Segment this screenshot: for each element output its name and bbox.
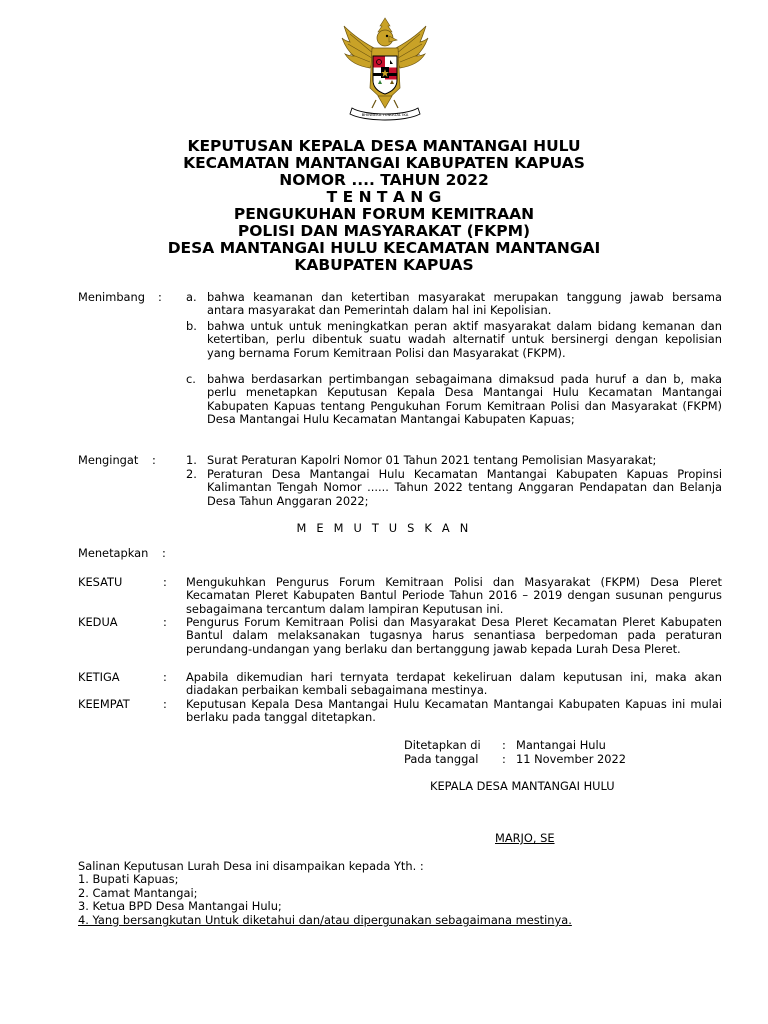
decision-text: Mengukuhkan Pengurus Forum Kemitraan Polisi dan Masyarakat (FKPM) Desa Pleret Kecamatan Pleret Kabupaten Bantul Periode Tahun 2016 – 2019 dengan susunan pengurus sebagaimana tercantum dalam lampiran Keputusan ini. xyxy=(186,575,722,616)
menimbang-item-a: bahwa keamanan dan ketertiban masyarakat merupakan tanggung jawab bersama antara masyarakat dan Pemerintah dalam hal ini Kepolisian. xyxy=(207,290,722,318)
colon: : xyxy=(163,670,167,684)
title-line-5: PENGUKUHAN FORUM KEMITRAAN xyxy=(233,205,535,223)
list-marker: a. xyxy=(186,290,197,304)
tanggal-value: 11 November 2022 xyxy=(516,752,626,766)
menimbang-label: Menimbang xyxy=(78,290,145,304)
decision-text: Pengurus Forum Kemitraan Polisi dan Masyarakat Desa Pleret Kecamatan Pleret Kabupaten Bantul dalam melaksanakan tugasnya harus senantiasa berpedoman pada peraturan perundang-undangan yang berlaku dan bertanggung jawab kepada Lurah Desa Pleret. xyxy=(186,615,722,656)
decision-label: KETIGA xyxy=(78,670,120,684)
decision-text: Apabila dikemudian hari ternyata terdapat kekeliruan dalam keputusan ini, maka akan diadakan perbaikan kembali sebagaimana mestinya. xyxy=(186,670,722,698)
signatory-name: MARJO, SE xyxy=(495,831,555,845)
title-line-6: POLISI DAN MASYARAKAT (FKPM) xyxy=(237,222,531,240)
list-marker: b. xyxy=(186,319,197,333)
signatory-position: KEPALA DESA MANTANGAI HULU xyxy=(430,779,615,793)
garuda-emblem-icon xyxy=(340,16,430,122)
mengingat-label: Mengingat xyxy=(78,453,139,467)
salinan-intro: Salinan Keputusan Lurah Desa ini disampaikan kepada Yth. : xyxy=(78,859,424,873)
title-line-4: T E N T A N G xyxy=(326,188,442,206)
title-line-2: KECAMATAN MANTANGAI KABUPATEN KAPUAS xyxy=(183,154,585,172)
list-marker: 2. xyxy=(186,467,197,481)
salinan-item-1: 1. Bupati Kapuas; xyxy=(78,872,179,886)
list-marker: 1. xyxy=(186,453,197,467)
colon: : xyxy=(162,546,166,560)
decision-label: KEDUA xyxy=(78,615,118,629)
menetapkan-label: Menetapkan xyxy=(78,546,149,560)
colon: : xyxy=(502,738,506,752)
memutuskan-heading: M E M U T U S K A N xyxy=(296,521,472,535)
ditetapkan-value: Mantangai Hulu xyxy=(516,738,606,752)
list-marker: c. xyxy=(186,372,196,386)
salinan-item-2: 2. Camat Mantangai; xyxy=(78,886,198,900)
document-title xyxy=(0,138,768,274)
menimbang-item-c: bahwa berdasarkan pertimbangan sebagaimana dimaksud pada huruf a dan b, maka perlu menetapkan Keputusan Kepala Desa Mantangai Hulu Kecamatan Mantangai Kabupaten Kapuas tentang Pengukuhan Forum Kemitraan Polisi dan Masyarakat (FKPM) Desa Mantangai Hulu Kecamatan Mantangai Kabupaten Kapuas; xyxy=(207,372,722,427)
title-line-8: KABUPATEN KAPUAS xyxy=(294,256,474,274)
decision-label: KESATU xyxy=(78,575,123,589)
ditetapkan-label: Ditetapkan di xyxy=(404,738,481,752)
mengingat-item-1: Surat Peraturan Kapolri Nomor 01 Tahun 2021 tentang Pemolisian Masyarakat; xyxy=(207,453,657,467)
decision-label: KEEMPAT xyxy=(78,697,130,711)
colon: : xyxy=(502,752,506,766)
tanggal-label: Pada tanggal xyxy=(404,752,479,766)
emblem-motto: BHINNEKA TUNGGAL IKA xyxy=(361,112,409,117)
salinan-item-4: 4. Yang bersangkutan Untuk diketahui dan/atau dipergunakan sebagaimana mestinya. xyxy=(78,913,572,927)
colon: : xyxy=(163,615,167,629)
salinan-item-3: 3. Ketua BPD Desa Mantangai Hulu; xyxy=(78,899,282,913)
title-line-7: DESA MANTANGAI HULU KECAMATAN MANTANGAI xyxy=(167,239,601,257)
mengingat-item-2: Peraturan Desa Mantangai Hulu Kecamatan Mantangai Kabupaten Kapuas Propinsi Kalimantan Tengah Nomor ...... Tahun 2022 tentang Anggaran Pendapatan dan Belanja Desa Tahun Anggaran 2022; xyxy=(207,467,722,508)
colon: : xyxy=(158,290,162,304)
colon: : xyxy=(163,697,167,711)
decision-text: Keputusan Kepala Desa Mantangai Hulu Kecamatan Mantangai Kabupaten Kapuas ini mulai berlaku pada tanggal ditetapkan. xyxy=(186,697,722,725)
colon: : xyxy=(152,453,156,467)
title-line-1: KEPUTUSAN KEPALA DESA MANTANGAI HULU xyxy=(187,137,581,155)
title-line-3: NOMOR .... TAHUN 2022 xyxy=(279,171,489,189)
menimbang-item-b: bahwa untuk untuk meningkatkan peran aktif masyarakat dalam bidang kemanan dan ketertiban, perlu dibentuk suatu wadah alternatif untuk bersinergi dengan kepolisian yang bernama Forum Kemitraan Polisi dan Masyarakat (FKPM). xyxy=(207,319,722,360)
colon: : xyxy=(163,575,167,589)
